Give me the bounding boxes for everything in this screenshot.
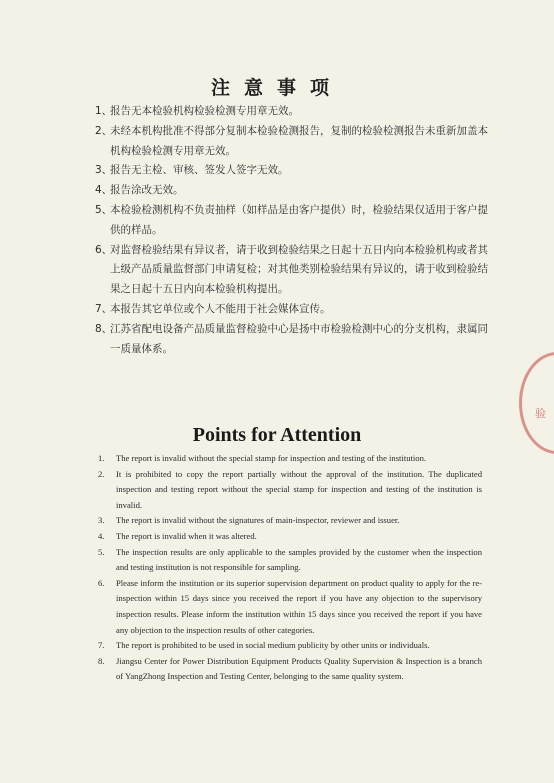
en-notice-item bbox=[98, 529, 482, 545]
cn-notice-text: 未经本机构批准不得部分复制本检验检测报告，复制的检验检测报告未重新加盖本机构检验检测专用章无效。 bbox=[110, 124, 488, 157]
cn-notice-text: 报告无本检验机构检验检测专用章无效。 bbox=[110, 105, 299, 117]
chinese-notice-list bbox=[95, 102, 495, 359]
cn-notice-number: 3、 bbox=[95, 164, 113, 177]
en-notice-text: Jiangsu Center for Power Distribution Equipment Products Quality Supervision & Inspection is a branch of YangZhong Inspection and Testing Center, belonging to the same quality system. bbox=[116, 655, 482, 682]
en-notice-item bbox=[98, 513, 482, 529]
cn-notice-item bbox=[95, 300, 495, 320]
cn-notice-text: 报告涂改无效。 bbox=[110, 184, 184, 197]
cn-notice-number: 1、 bbox=[95, 105, 113, 117]
cn-notice-number: 2、 bbox=[95, 124, 113, 137]
en-notice-item bbox=[98, 467, 482, 514]
en-notice-text: It is prohibited to copy the report partially without the approval of the institution. The duplicated inspection and testing report without the special stamp for inspection and testing of the institution is invalid. bbox=[116, 468, 482, 510]
en-notice-text: The report is prohibited to be used in social medium publicity by other units or individuals. bbox=[116, 640, 430, 651]
english-notice-list bbox=[98, 451, 482, 685]
chinese-title: 注意事项 bbox=[210, 77, 343, 99]
en-notice-text: Please inform the institution or its superior supervision department on product quality to apply for the re-inspection within 15 days since you received the report if you have any objection to the supervisory inspection results. Please inform the institution within 15 days since you received the report if you have any objection to the inspection results of other categories. bbox=[116, 577, 482, 635]
cn-notice-text: 江苏省配电设备产品质量监督检验中心是扬中市检验检测中心的分支机构，隶属同一质量体系。 bbox=[110, 322, 488, 355]
en-notice-number: 6. bbox=[98, 577, 105, 588]
en-notice-text: The report is invalid when it was altered. bbox=[116, 530, 257, 541]
cn-notice-item bbox=[95, 102, 495, 122]
english-title: Points for Attention bbox=[192, 424, 362, 446]
en-notice-text: The inspection results are only applicable to the samples provided by the customer when the inspection and testing institution is not responsible for sampling. bbox=[116, 546, 482, 573]
en-notice-number: 1. bbox=[98, 453, 105, 463]
cn-notice-number: 6、 bbox=[95, 243, 113, 256]
en-notice-item bbox=[98, 451, 482, 467]
en-notice-number: 7. bbox=[98, 640, 105, 651]
cn-notice-item bbox=[95, 122, 495, 162]
en-notice-number: 4. bbox=[98, 530, 105, 541]
en-notice-number: 2. bbox=[98, 468, 105, 479]
cn-notice-number: 4、 bbox=[95, 184, 113, 197]
cn-notice-text: 对监督检验结果有异议者，请于收到检验结果之日起十五日内向本检验机构或者其上级产品质量监督部门申请复检；对其他类别检验结果有异议的，请于收到检验结果之日起十五日内向本检验机构提出。 bbox=[110, 243, 488, 296]
en-notice-number: 8. bbox=[98, 655, 105, 666]
cn-notice-number: 5、 bbox=[95, 203, 113, 216]
en-notice-item bbox=[98, 638, 482, 654]
en-notice-text: The report is invalid without the special stamp for inspection and testing of the institution. bbox=[116, 453, 427, 463]
cn-notice-item bbox=[95, 181, 495, 201]
en-notice-number: 3. bbox=[98, 515, 105, 526]
en-notice-text: The report is invalid without the signatures of main-inspector, reviewer and issuer. bbox=[116, 515, 400, 526]
en-notice-number: 5. bbox=[98, 546, 105, 557]
cn-notice-text: 本检验检测机构不负责抽样（如样品是由客户提供）时，检验结果仅适用于客户提供的样品。 bbox=[110, 203, 488, 236]
cn-notice-item bbox=[95, 241, 495, 300]
red-seal-stamp-text: 验 bbox=[535, 407, 546, 420]
en-notice-item bbox=[98, 576, 482, 638]
en-notice-item bbox=[98, 545, 482, 576]
en-notice-item bbox=[98, 654, 482, 685]
cn-notice-number: 8、 bbox=[95, 322, 113, 335]
cn-notice-text: 本报告其它单位或个人不能用于社会媒体宣传。 bbox=[110, 302, 331, 315]
cn-notice-item bbox=[95, 161, 495, 181]
cn-notice-item bbox=[95, 201, 495, 241]
cn-notice-number: 7、 bbox=[95, 302, 113, 315]
cn-notice-text: 报告无主检、审核、签发人签字无效。 bbox=[110, 164, 289, 177]
cn-notice-item bbox=[95, 320, 495, 360]
